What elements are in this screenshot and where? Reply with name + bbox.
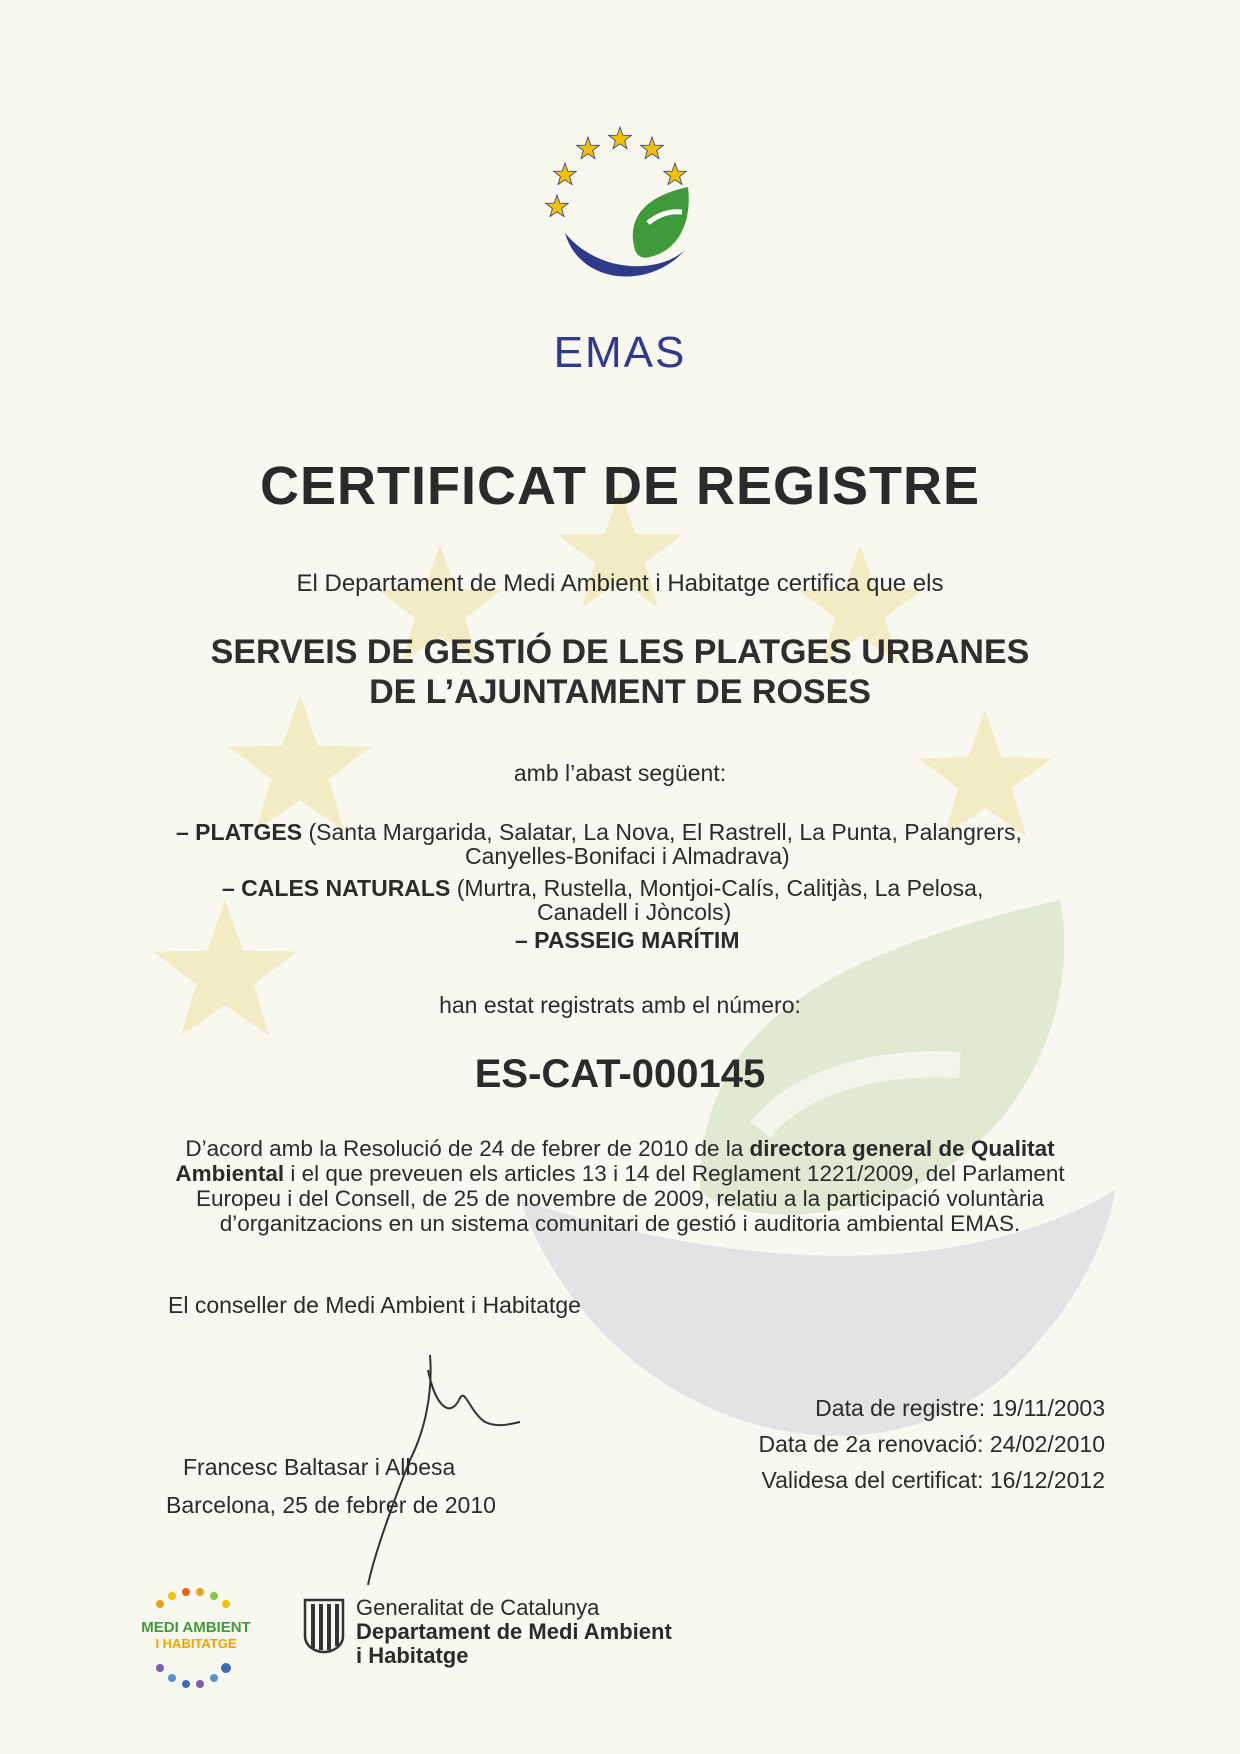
scope-platges-detail-2: Canyelles-Bonifaci i Almadrava) xyxy=(465,843,790,869)
generalitat-emblem-icon xyxy=(303,1598,345,1654)
generalitat-text xyxy=(356,1596,672,1668)
scope-cales-detail-2: Canadell i Jòncols) xyxy=(537,899,732,925)
certificate-title: CERTIFICAT DE REGISTRE xyxy=(259,456,981,516)
certificate-dates xyxy=(700,1390,1105,1498)
emas-logo-icon xyxy=(520,125,720,325)
resolution-part-1: D’acord amb la Resolució de 24 de febrer de 2010 de la xyxy=(185,1136,750,1161)
scope-platges-detail-1: (Santa Margarida, Salatar, La Nova, El Rastrell, La Punta, Palangrers, xyxy=(308,819,1022,845)
scope-intro: amb l’abast següent: xyxy=(513,760,727,786)
organization-line-1: SERVEIS DE GESTIÓ DE LES PLATGES URBANES xyxy=(210,633,1030,671)
resolution-bold: directora general de Qualitat Ambiental xyxy=(175,1136,1055,1186)
scope-cales xyxy=(222,876,983,901)
date-renovacio: Data de 2a renovació: 24/02/2010 xyxy=(758,1431,1105,1457)
place-date: Barcelona, 25 de febrer de 2010 xyxy=(166,1492,496,1518)
generalitat-line-1: Generalitat de Catalunya xyxy=(356,1595,600,1620)
svg-text:I HABITATGE: I HABITATGE xyxy=(155,1636,237,1651)
scope-platges xyxy=(176,820,1022,845)
date-validesa: Validesa del certificat: 16/12/2012 xyxy=(761,1467,1105,1493)
scope-passeig-label: – PASSEIG MARÍTIM xyxy=(515,927,740,953)
resolution-part-2: i el que preveuen els articles 13 i 14 del Reglament 1221/2009, del Parlament Europeu i del Consell, de 25 de novembre de 2009, relatiu a la participació voluntària d’organitzacions en un sistema comunitari de gestió i auditoria ambiental EMAS. xyxy=(195,1161,1065,1236)
scope-cales-detail-1: (Murtra, Rustella, Montjoi-Calís, Calitjàs, La Pelosa, xyxy=(456,875,984,901)
svg-text:MEDI AMBIENT: MEDI AMBIENT xyxy=(141,1619,251,1636)
organization-name xyxy=(0,632,1240,712)
medi-ambient-logo-icon xyxy=(130,1582,270,1702)
scope-passeig xyxy=(515,928,740,953)
registration-number: ES-CAT-000145 xyxy=(474,1052,766,1096)
scope-cales-label: – CALES NATURALS xyxy=(222,875,451,901)
emas-logo-text: EMAS xyxy=(553,328,687,377)
organization-line-2: DE L’AJUNTAMENT DE ROSES xyxy=(369,673,871,711)
date-registre: Data de registre: 19/11/2003 xyxy=(815,1395,1105,1421)
generalitat-line-2: Departament de Medi Ambient xyxy=(356,1619,672,1644)
resolution-text xyxy=(150,1136,1090,1236)
intro-text: El Departament de Medi Ambient i Habitatge certifica que els xyxy=(296,570,944,597)
conseller-label: El conseller de Medi Ambient i Habitatge xyxy=(168,1292,581,1318)
registration-intro: han estat registrats amb el número: xyxy=(439,992,801,1018)
signer-name: Francesc Baltasar i Albesa xyxy=(183,1454,456,1480)
generalitat-line-3: i Habitatge xyxy=(356,1643,469,1668)
scope-platges-label: – PLATGES xyxy=(176,819,303,845)
